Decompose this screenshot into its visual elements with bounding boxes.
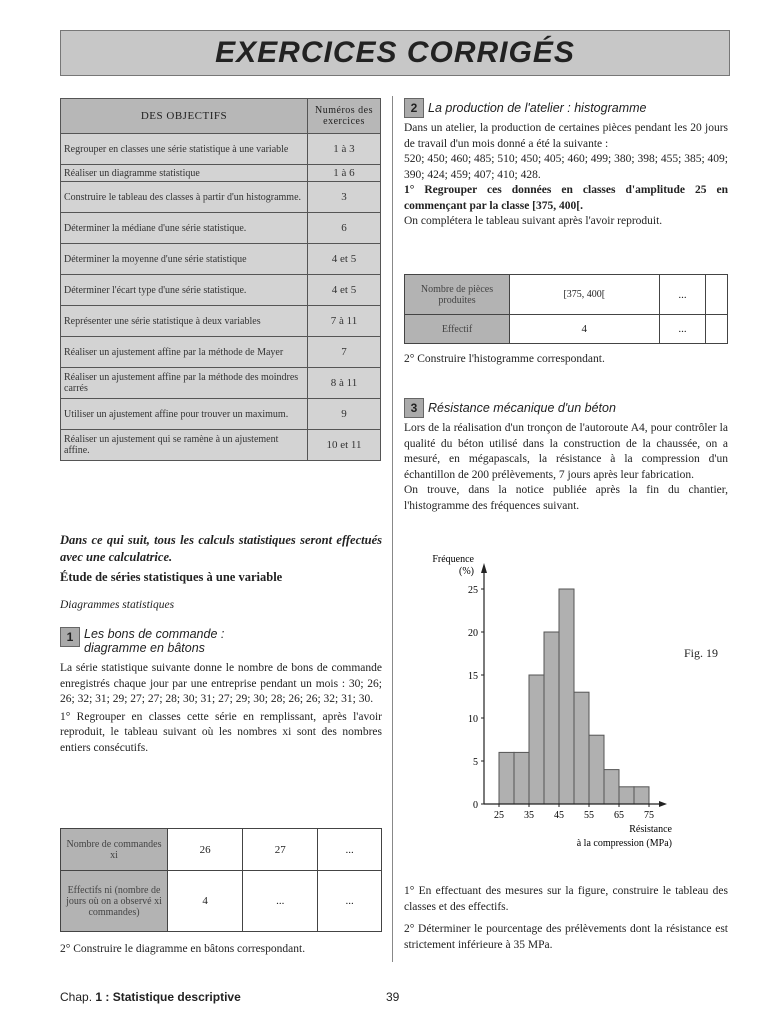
y-tick-label: 5 [473, 757, 478, 768]
histogram-bar [619, 787, 634, 804]
objective-text: Réaliser un ajustement affine par la méthode de Mayer [61, 337, 308, 368]
subsection-heading: Diagrammes statistiques [60, 598, 175, 611]
exercise-title: Les bons de commande : diagramme en bâtons [84, 627, 225, 655]
column-divider [392, 96, 393, 962]
x-tick-label: 65 [614, 810, 624, 821]
objective-exercise-numbers: 6 [308, 213, 381, 244]
y-tick-label: 15 [468, 671, 478, 682]
objective-row [61, 275, 381, 306]
x-tick-label: 55 [584, 810, 594, 821]
y-tick-label: 0 [473, 800, 478, 811]
table-cell: ... [243, 871, 318, 932]
table-cell: ... [659, 275, 706, 315]
table-cell: [375, 400[ [510, 275, 660, 315]
objective-text: Réaliser un ajustement qui se ramène à un ajustement affine. [61, 430, 308, 461]
exercise-3-body-2: On trouve, dans la notice publiée après la fin du chantier, l'histogramme des fréquences suivant. [404, 484, 728, 512]
x-axis-arrow [659, 801, 667, 807]
exercise-3-question-2: 2° Déterminer le pourcentage des prélèvements dont la résistance est strictement inférieure à 35 MPa. [404, 923, 728, 951]
histogram-bar [634, 787, 649, 804]
exercise-number: 1 [60, 627, 80, 647]
objective-text: Réaliser un diagramme statistique [61, 165, 308, 182]
objective-row [61, 430, 381, 461]
table-cell: 4 [168, 871, 243, 932]
x-tick-label: 75 [644, 810, 654, 821]
objective-row [61, 337, 381, 368]
exercise-2-note: On complétera le tableau suivant après l'avoir reproduit. [404, 215, 663, 227]
objective-exercise-numbers: 4 et 5 [308, 244, 381, 275]
table-cell: ... [318, 829, 382, 871]
objective-text: Utiliser un ajustement affine pour trouver un maximum. [61, 399, 308, 430]
objective-text: Construire le tableau des classes à partir d'un histogramme. [61, 182, 308, 213]
table-row-head: Nombre de pièces produites [405, 275, 510, 315]
exercise-3-question-1: 1° En effectuant des mesures sur la figure, construire le tableau des classes et des effectifs. [404, 885, 728, 913]
exercise-2-question-1: 1° Regrouper ces données en classes d'amplitude 25 en commençant par la classe [375, 400[. [404, 184, 728, 212]
x-tick-label: 25 [494, 810, 504, 821]
chapter-title: 1 : Statistique descriptive [95, 990, 241, 1004]
page-banner [60, 30, 730, 76]
histogram-bar [499, 752, 514, 804]
table-cell [706, 315, 728, 344]
objective-exercise-numbers: 7 à 11 [308, 306, 381, 337]
histogram-bar [544, 632, 559, 804]
objectives-table [60, 98, 381, 461]
exercise-2 [404, 98, 728, 230]
objective-exercise-numbers: 4 et 5 [308, 275, 381, 306]
objectives-header: DES OBJECTIFS [61, 99, 308, 134]
table-row-head: Effectifs ni (nombre de jours où on a observé xi commandes) [61, 871, 168, 932]
intro-text: Dans ce qui suit, tous les calculs statistiques seront effectués avec une calculatrice. [60, 533, 382, 564]
exercise-2-body: Dans un atelier, la production de certaines pièces pendant les 20 jours de travail d'un mois donné a été la suivante : [404, 122, 728, 150]
objective-text: Représenter une série statistique à deux variables [61, 306, 308, 337]
table-row-head: Effectif [405, 315, 510, 344]
y-tick-label: 20 [468, 628, 478, 639]
objective-row [61, 182, 381, 213]
objective-text: Réaliser un ajustement affine par la méthode des moindres carrés [61, 368, 308, 399]
y-axis-arrow [481, 563, 487, 573]
exercise-2-table [404, 274, 728, 344]
figure-label: Fig. 19 [684, 646, 719, 660]
x-tick-label: 35 [524, 810, 534, 821]
chapter-prefix: Chap. [60, 990, 93, 1004]
objective-text: Déterminer la médiane d'une série statistique. [61, 213, 308, 244]
x-axis-label: Résistance [629, 824, 672, 835]
histogram-bar [514, 752, 529, 804]
y-tick-label: 25 [468, 585, 478, 596]
objective-row [61, 134, 381, 165]
exercise-number: 3 [404, 398, 424, 418]
y-tick-label: 10 [468, 714, 478, 725]
table-row-head: Nombre de commandes xi [61, 829, 168, 871]
exercise-title: Résistance mécanique d'un béton [428, 401, 616, 415]
objective-row [61, 399, 381, 430]
objective-exercise-numbers: 3 [308, 182, 381, 213]
banner-title: EXERCICES CORRIGÉS [215, 36, 575, 69]
table-cell: 27 [243, 829, 318, 871]
exercise-3-body: Lors de la réalisation d'un tronçon de l'autoroute A4, pour contrôler la qualité du béton utilisé dans la construction de la chaussée, on a mesuré, en mégapascals, la résistance à la compression d'un échantillon de 200 prélèvements, 7 jours après leur fabrication. [404, 422, 728, 481]
objective-text: Déterminer l'écart type d'une série statistique. [61, 275, 308, 306]
section-heading: Étude de séries statistiques à une variable [60, 570, 283, 584]
objective-exercise-numbers: 1 à 6 [308, 165, 381, 182]
table-cell [706, 275, 728, 315]
table-cell: 4 [510, 315, 660, 344]
table-cell: ... [318, 871, 382, 932]
histogram-chart [404, 548, 728, 858]
page-number: 39 [386, 990, 400, 1004]
footer-chapter [60, 990, 241, 1004]
exercise-number: 2 [404, 98, 424, 118]
histogram-bar [604, 770, 619, 804]
objective-text: Regrouper en classes une série statistique à une variable [61, 134, 308, 165]
objective-exercise-numbers: 10 et 11 [308, 430, 381, 461]
x-axis-unit: à la compression (MPa) [576, 838, 672, 849]
exercise-2-data: 520; 450; 460; 485; 510; 450; 405; 460; 499; 380; 398; 455; 385; 409; 390; 424; 459; 407; 410; 428. [404, 153, 728, 181]
exercise-numbers-header: Numéros des exercices [308, 99, 381, 134]
histogram-bar [529, 675, 544, 804]
y-axis-label: Fréquence [432, 554, 474, 565]
exercise-title: La production de l'atelier : histogramme [428, 101, 647, 115]
table-cell: 26 [168, 829, 243, 871]
objective-row [61, 165, 381, 182]
objective-exercise-numbers: 7 [308, 337, 381, 368]
exercise-1-body: La série statistique suivante donne le nombre de bons de commande enregistrés chaque jour par une entreprise pendant un mois : 30; 26; 26; 32; 31; 29; 27; 27; 28; 30; 31; 27; 29; 30; 28; 26; 26; 32; 31; 30. [60, 662, 382, 705]
objective-exercise-numbers: 8 à 11 [308, 368, 381, 399]
exercise-1-header [60, 627, 382, 655]
exercise-3 [404, 398, 728, 514]
objective-text: Déterminer la moyenne d'une série statistique [61, 244, 308, 275]
exercise-2-question-2: 2° Construire l'histogramme correspondant. [404, 353, 605, 365]
x-tick-label: 45 [554, 810, 564, 821]
objective-exercise-numbers: 9 [308, 399, 381, 430]
exercise-2-header [404, 98, 728, 118]
objective-exercise-numbers: 1 à 3 [308, 134, 381, 165]
histogram-bar [574, 692, 589, 804]
exercise-1-table [60, 828, 382, 932]
y-axis-unit: (%) [459, 566, 474, 577]
left-column [60, 532, 382, 756]
histogram-bar [559, 589, 574, 804]
objective-row [61, 213, 381, 244]
objective-row [61, 244, 381, 275]
table-cell: ... [659, 315, 706, 344]
exercise-1-question-1: 1° Regrouper en classes cette série en remplissant, après l'avoir reproduit, le tableau suivant où les nombres xi sont des nombres entiers consécutifs. [60, 710, 382, 754]
exercise-3-header [404, 398, 728, 418]
objective-row [61, 368, 381, 399]
exercise-1-question-2: 2° Construire le diagramme en bâtons correspondant. [60, 943, 306, 955]
histogram-bar [589, 735, 604, 804]
objective-row [61, 306, 381, 337]
